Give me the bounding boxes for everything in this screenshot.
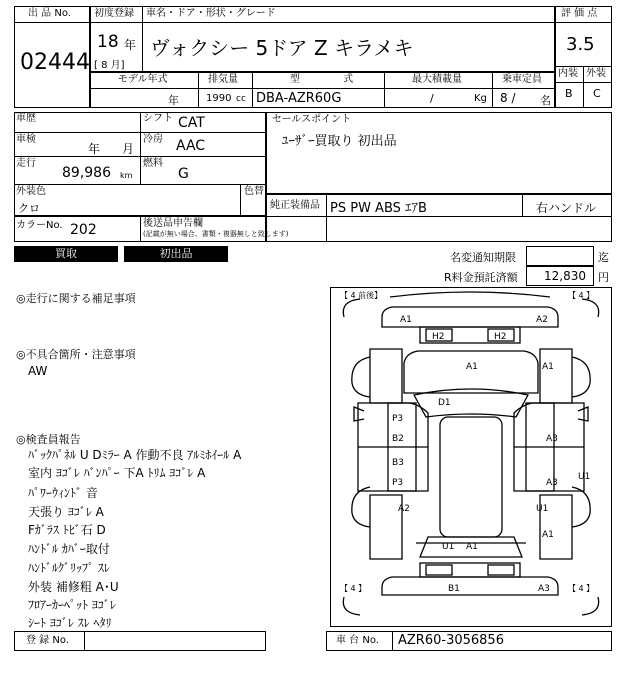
mark-headlight-right: H2	[494, 332, 507, 342]
inspector-line: ｼｰﾄ ﾖｺﾞﾚ ｽﾚ ﾍﾀﾘ	[28, 616, 112, 630]
ac-label: 冷房	[143, 134, 163, 145]
recycle-label: R料金預託済額	[444, 271, 518, 284]
mark-right-rear-fender-upper: U1	[536, 504, 549, 514]
mark-right-quarter: U1	[578, 472, 591, 482]
displacement-label: 排気量	[208, 74, 238, 85]
car-name-label: 車名・ドア・形状・グレード	[146, 8, 276, 19]
defects: AW	[28, 364, 48, 378]
exterior-grade: C	[593, 87, 601, 100]
inspector-title: ◎検査員報告	[16, 433, 81, 446]
mark-right-rear-fender-lower: A1	[542, 530, 554, 540]
aftermarket-label: 後送品申告欄	[143, 218, 203, 229]
year-unit: 年	[124, 38, 137, 52]
corner-label-tl: 【 4 前後】	[340, 291, 383, 300]
model: DBA-AZR60G	[256, 91, 342, 106]
score: 3.5	[566, 34, 595, 55]
color-change-label: 色替	[244, 186, 264, 197]
mark-left-rear-fender: A2	[398, 504, 410, 514]
factory-options-label: 純正装備品	[270, 200, 320, 211]
mark-left-front-door-lower: B2	[392, 434, 404, 444]
mark-right-front-fender: A1	[542, 362, 554, 372]
model-year-label: モデル年式	[118, 74, 168, 85]
score-label: 評 価 点	[561, 8, 598, 19]
exterior-label: 外装	[586, 68, 606, 79]
inspection-month-unit: 月	[122, 142, 135, 156]
inspection-year-unit: 年	[88, 142, 101, 156]
name-change-label: 名変通知期限	[450, 251, 516, 264]
inspector-line: ﾊﾝﾄﾞﾙｸﾞﾘｯﾌﾟ ｽﾚ	[28, 561, 110, 575]
sales-point: ﾕｰｻﾞｰ買取り 初出品	[282, 134, 397, 149]
ac: AAC	[176, 138, 206, 154]
first-reg-month: [ 8 月]	[94, 60, 125, 71]
corner-label-tr: 【 4 】	[568, 291, 595, 300]
mileage-unit: km	[120, 171, 133, 180]
max-load-label: 最大積載量	[412, 74, 462, 85]
mileage-label: 走行	[16, 158, 36, 169]
first-reg-label: 初度登録	[94, 8, 134, 19]
reg-no-label: 登 録 No.	[26, 635, 69, 646]
lot-no-label: 出 品 No.	[28, 8, 71, 19]
shift-label: シフト	[143, 113, 173, 124]
mileage: 89,986	[62, 165, 111, 181]
mark-right-front-door: A3	[546, 434, 558, 444]
inspector-line: 室内 ﾖｺﾞﾚ ﾊﾞﾝﾊﾟｰ 下A ﾄﾘﾑ ﾖｺﾞﾚ A	[28, 466, 206, 480]
inspector-line: ﾌﾛｱｰｶｰﾍﾟｯﾄ ﾖｺﾞﾚ	[28, 598, 116, 612]
name-change-box	[526, 246, 594, 266]
mark-left-rear-door-upper: B3	[392, 458, 404, 468]
factory-options: PS PW ABS ｴｱB	[330, 201, 427, 216]
corner-label-br: 【 4 】	[568, 584, 595, 593]
mark-right-rear-door: A3	[546, 478, 558, 488]
steering: 右ハンドル	[536, 201, 597, 215]
displacement-unit: cc	[236, 94, 246, 104]
tag-purchase: 買取	[14, 246, 118, 262]
interior-grade: B	[565, 87, 573, 100]
capacity-unit: 名	[540, 94, 551, 107]
capacity: 8 /	[500, 91, 516, 105]
mark-rear-bumper-right: A3	[538, 584, 550, 594]
interior-label: 内装	[558, 68, 578, 79]
max-load-sep: /	[430, 92, 434, 105]
inspector-line: ﾊﾝﾄﾞﾙ ｶﾊﾞｰ取付	[28, 542, 110, 556]
recycle-unit: 円	[598, 271, 609, 284]
damage-diagram	[330, 287, 612, 627]
capacity-label: 乗車定員	[502, 74, 542, 85]
fuel-label: 燃料	[143, 158, 163, 169]
inspector-line: ﾊﾞｯｸﾊﾟﾈﾙ U Dﾐﾗｰ A 作動不良 ｱﾙﾐﾎｲｰﾙ A	[28, 448, 242, 462]
mark-back-door-left: U1	[442, 542, 455, 552]
model-label: 型 式	[290, 74, 354, 85]
recycle-amount: 12,830	[544, 269, 586, 283]
color-no: 202	[70, 222, 97, 238]
inspector-line: ﾊﾟﾜｰｳｨﾝﾄﾞ 音	[28, 486, 98, 500]
mark-left-rear-door-lower: P3	[392, 478, 404, 488]
color-no-label: カラーNo.	[16, 220, 63, 231]
defects-title: ◎不具合箇所・注意事項	[16, 348, 136, 361]
exterior-color-label: 外装色	[16, 186, 46, 197]
inspector-line: 天張り ﾖｺﾞﾚ A	[28, 505, 104, 519]
name-change-unit: 迄	[598, 251, 609, 264]
mark-front-bumper-right: A2	[536, 315, 548, 325]
inspector-line: 外装 補修粗 A･U	[28, 580, 119, 594]
shift: CAT	[178, 115, 205, 131]
mark-rear-bumper-left: B1	[448, 584, 460, 594]
lot-no: 02444	[20, 50, 90, 75]
driving-title: ◎走行に関する補足事項	[16, 292, 136, 305]
displacement: 1990	[206, 93, 232, 104]
mark-left-front-door-upper: P3	[392, 414, 404, 424]
model-year-unit: 年	[168, 94, 179, 107]
tag-first-listing: 初出品	[124, 246, 228, 262]
corner-label-bl: 【 4 】	[340, 584, 367, 593]
mark-hood: A1	[466, 362, 478, 372]
inspector-line: Fｶﾞﾗｽ ﾄﾋﾞ石 D	[28, 523, 106, 537]
mark-windshield: D1	[438, 398, 451, 408]
inspection-label: 車検	[16, 134, 36, 145]
mark-headlight-left: H2	[432, 332, 445, 342]
first-reg-year: 18	[97, 32, 119, 52]
chassis-label: 車 台 No.	[336, 635, 379, 646]
exterior-color: クロ	[18, 202, 40, 215]
mark-front-bumper-left: A1	[400, 315, 412, 325]
max-load-unit: Kg	[474, 93, 487, 104]
car-name: ヴォクシー 5ドア Z キラメキ	[150, 36, 414, 60]
fuel: G	[178, 166, 189, 182]
mark-back-door-right: A1	[466, 542, 478, 552]
chassis-no: AZR60-3056856	[398, 633, 504, 648]
aftermarket-note: (記載が無い場合、書類・複器無しと致します)	[143, 230, 289, 238]
history-label: 車歴	[16, 113, 36, 124]
sales-point-label: セールスポイント	[272, 114, 352, 125]
